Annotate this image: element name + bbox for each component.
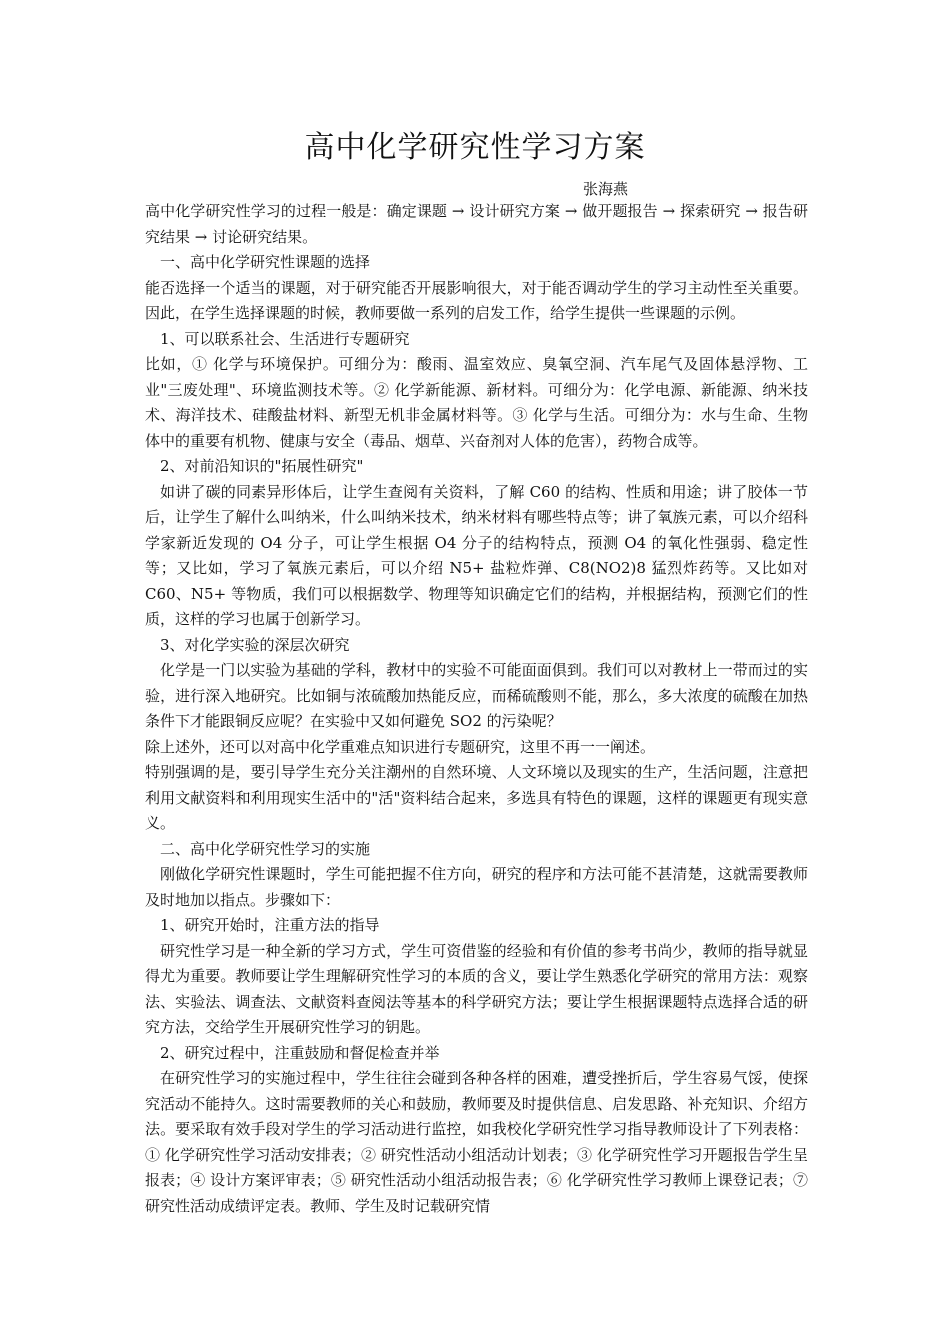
paragraph: 能否选择一个适当的课题，对于研究能否开展影响很大，对于能否调动学生的学习主动性至关重要。因此，在学生选择课题的时候，教师要做一系列的启发工作，给学生提供一些课题的示例。 bbox=[145, 278, 808, 322]
paragraph: 刚做化学研究性课题时，学生可能把握不住方向，研究的程序和方法可能不甚清楚，这就需要教师及时地加以指点。步骤如下： bbox=[145, 865, 808, 909]
paragraph: 如讲了碳的同素异形体后，让学生查阅有关资料，了解 C60 的结构、性质和用途；讲了胶体一节后，让学生了解什么叫纳米，什么叫纳米技术，纳米材料有哪些特点等；讲了氧族元素，可以介绍科学家新近发现的 O4 分子，可让学生根据 O4 分子的结构特点，预测 O4 的氧化性强弱、稳定性等；又比如，学习了氧族元素后，可以介绍 N5+ 盐粒炸弹、C8(NO2)8 猛烈炸药等。又比如对 C60、N5+ 等物质，我们可以根据数学、物理等知识确定它们的结构，并根据结构，预测它们的性质，这样的学习也属于创新学习。 bbox=[145, 482, 808, 628]
subsection-heading: 2、研究过程中，注重鼓励和督促检查并举 bbox=[160, 1043, 440, 1062]
paragraph: 高中化学研究性学习的过程一般是：确定课题 → 设计研究方案 → 做开题报告 → 探索研究 → 报告研究结果 → 讨论研究结果。 bbox=[145, 202, 808, 246]
paragraph: 化学是一门以实验为基础的学科，教材中的实验不可能面面俱到。我们可以对教材上一带而过的实验，进行深入地研究。比如铜与浓硫酸加热能反应，而稀硫酸则不能，那么，多大浓度的硫酸在加热条件下才能跟铜反应呢？在实验中又如何避免 SO2 的污染呢？ bbox=[145, 661, 808, 730]
paragraph: 比如，① 化学与环境保护。可细分为：酸雨、温室效应、臭氧空洞、汽车尾气及固体悬浮物、工业"三废处理"、环境监测技术等。② 化学新能源、新材料。可细分为：化学电源、新能源、纳米技术、海洋技术、硅酸盐材料、新型无机非金属材料等。③ 化学与生活。可细分为：水与生命、生物体中的重要有机物、健康与安全（毒品、烟草、兴奋剂对人体的危害），药物合成等。 bbox=[145, 355, 808, 450]
paragraph: 除上述外，还可以对高中化学重难点知识进行专题研究，这里不再一一阐述。 bbox=[145, 737, 656, 756]
paragraph: 研究性学习是一种全新的学习方式，学生可资借鉴的经验和有价值的参考书尚少，教师的指导就显得尤为重要。教师要让学生理解研究性学习的本质的含义，要让学生熟悉化学研究的常用方法：观察法、实验法、调查法、文献资料查阅法等基本的科学研究方法；要让学生根据课题特点选择合适的研究方法，交给学生开展研究性学习的钥匙。 bbox=[145, 941, 808, 1036]
section-heading: 二、高中化学研究性学习的实施 bbox=[160, 839, 371, 858]
subsection-heading: 2、对前沿知识的"拓展性研究" bbox=[160, 457, 364, 475]
section-heading: 一、高中化学研究性课题的选择 bbox=[160, 253, 371, 271]
document-title: 高中化学研究性学习方案 bbox=[304, 130, 646, 165]
paragraph: 在研究性学习的实施过程中，学生往往会碰到各种各样的困难，遭受挫折后，学生容易气馁，使探究活动不能持久。这时需要教师的关心和鼓励，教师要及时提供信息、启发思路、补充知识、介绍方法。要采取有效手段对学生的学习活动进行监控，如我校化学研究性学习指导教师设计了下列表格：① 化学研究性学习活动安排表；② 研究性活动小组活动计划表；③ 化学研究性学习开题报告学生呈报表；④ 设计方案评审表；⑤ 研究性活动小组活动报告表；⑥ 化学研究性学习教师上课登记表；⑦ 研究性活动成绩评定表。教师、学生及时记载研究情 bbox=[145, 1069, 808, 1215]
subsection-heading: 3、对化学实验的深层次研究 bbox=[160, 635, 350, 654]
paragraph: 特别强调的是，要引导学生充分关注潮州的自然环境、人文环境以及现实的生产，生活问题，注意把利用文献资料和利用现实生活中的"活"资料结合起来，多选具有特色的课题，这样的课题更有现实意义。 bbox=[145, 763, 808, 832]
subsection-heading: 1、可以联系社会、生活进行专题研究 bbox=[160, 329, 410, 348]
document-body bbox=[145, 199, 808, 1219]
author-name: 张海燕 bbox=[583, 180, 629, 198]
subsection-heading: 1、研究开始时，注重方法的指导 bbox=[160, 916, 380, 934]
